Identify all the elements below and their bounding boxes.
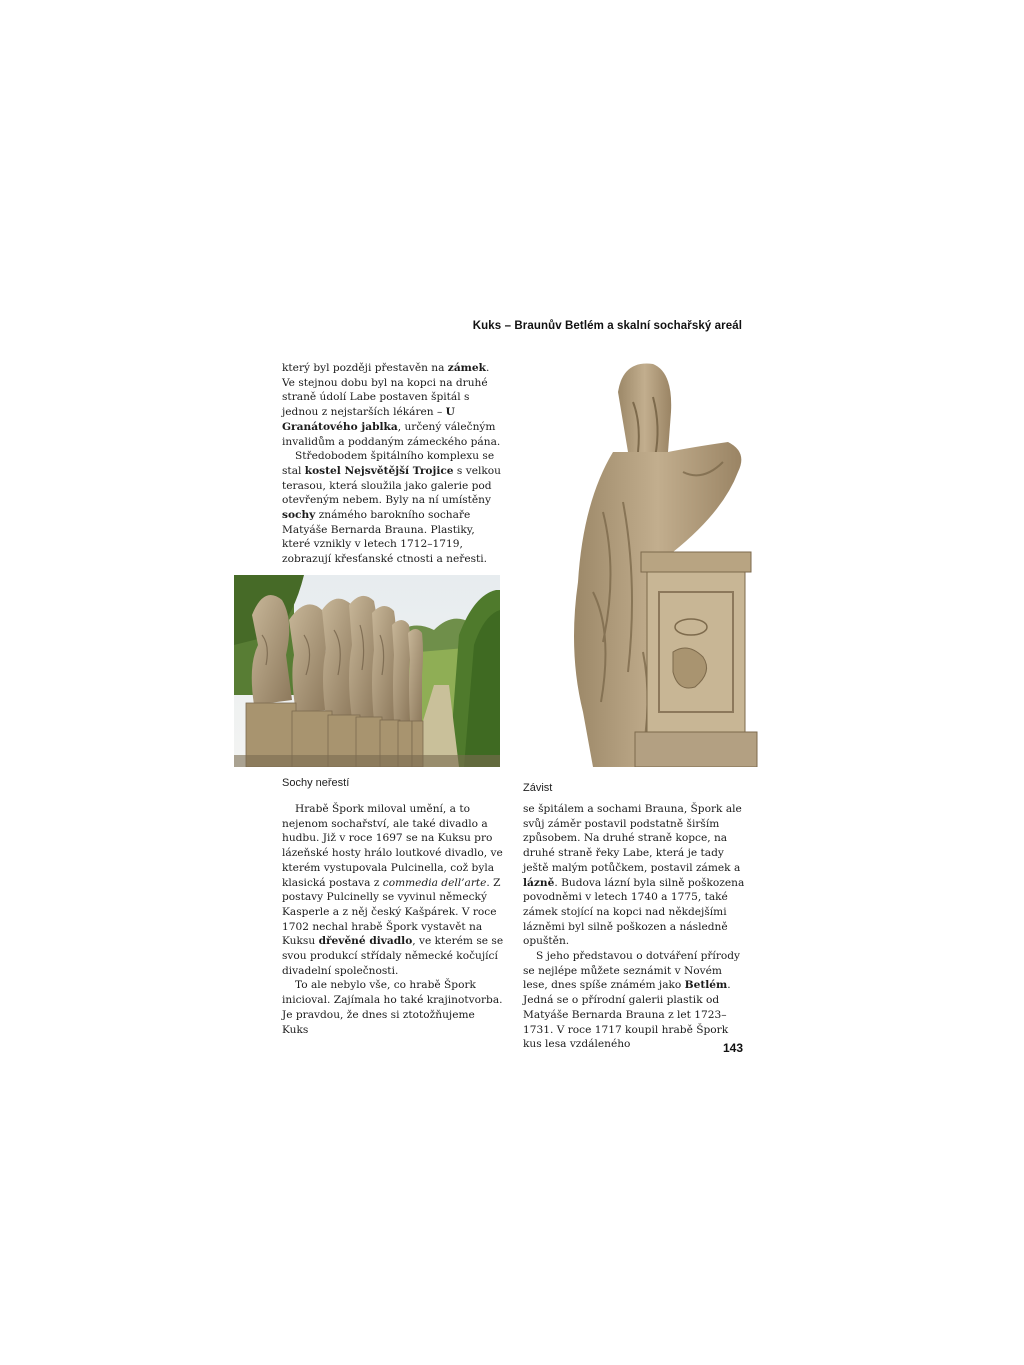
italic-term: commedia dell’arte <box>382 876 487 889</box>
statues-illustration <box>234 575 500 767</box>
caption-statues-of-vices: Sochy neřestí <box>282 777 350 789</box>
paragraph <box>282 802 504 978</box>
text-run: . Jedná se o přírodní galerii plastik od Matyáše Bernarda Brauna z let 1723–1731. V roce 1717 koupil hrabě Špork kus lesa vzdáleného <box>523 979 731 1051</box>
text-run: S jeho představou o dotváření přírody se nejlépe můžete seznámit v Novém lese, dnes spíše známém jako <box>523 950 741 992</box>
bold-term: U Granátového jablka <box>282 406 455 433</box>
text-block-top <box>282 361 504 567</box>
envy-statue-illustration <box>523 352 790 767</box>
text-run: . Ve stejnou dobu byl na kopci na druhé straně údolí Labe postaven špitál s jednou z nejstarších lékáren – <box>282 362 490 419</box>
text-run: . Budova lázní byla silně poškozena povodněmi v letech 1740 a 1775, také zámek stojící na kopci nad někdejšími lázněmi byl silně poškozen a následně opuštěn. <box>523 876 745 948</box>
paragraph <box>523 802 745 949</box>
text-run: Středobodem špitálního komplexu se stal <box>282 450 495 477</box>
text-run: známého barokního sochaře Matyáše Bernarda Brauna. Plastiky, které vznikly v letech 1712–1719, zobrazují křesťanské ctnosti a neřesti. <box>282 509 488 566</box>
running-head: Kuks – Braunův Betlém a skalní sochařský areál <box>472 320 742 332</box>
photo-statue-envy <box>523 352 790 767</box>
paragraph <box>282 449 504 567</box>
bold-term: lázně <box>523 876 555 889</box>
text-run: , ve kterém se se svou produkcí střídaly německé kočující divadelní společnosti. <box>282 935 504 977</box>
text-run: , určený válečným invalidům a poddaným zámeckého pána. <box>282 420 501 448</box>
bold-term: sochy <box>282 509 316 522</box>
paragraph <box>282 361 504 449</box>
bold-term: zámek <box>447 362 486 374</box>
text-run: s velkou terasou, která sloužila jako galerie pod otevřeným nebem. Byly na ní umístěny <box>282 464 501 507</box>
paragraph <box>523 949 745 1052</box>
text-run: . Z postavy Pulcinelly se vyvinul německý Kasperle a z něj český Kašpárek. V roce 1702 nechal hrabě Špork vystavět na Kuksu <box>282 876 501 948</box>
text-run: Hrabě Špork miloval umění, a to nejenom sochařství, ale také divadlo a hudbu. Již v roce 1697 se na Kuksu pro lázeňské hosty hrálo loutkové divadlo, ve kterém vystupovala Pulcinella, což byla klasická postava z <box>282 803 503 889</box>
bold-term: Betlém <box>684 979 728 992</box>
photo-statues-of-vices <box>234 575 500 767</box>
page-number: 143 <box>722 1041 743 1055</box>
text-block-left <box>282 802 504 1037</box>
paragraph: To ale nebylo vše, co hrabě Špork inicioval. Zajímala ho také krajinotvorba. Je pravdou, že dnes si ztotožňujeme Kuks <box>282 979 503 1036</box>
text-run: který byl později přestavěn na <box>282 362 448 374</box>
text-run: se špitálem a sochami Brauna, Špork ale svůj záměr postavil podstatně širším způsobem. Na druhé straně kopce, na druhé straně řeky Labe, která je tady ještě malým potůčkem, postavil zámek a <box>523 803 742 874</box>
caption-statue-envy: Závist <box>523 782 553 794</box>
text-block-right <box>523 802 745 1052</box>
bold-term: kostel Nejsvětější Trojice <box>304 464 454 477</box>
bold-term: dřevěné divadlo <box>318 935 413 948</box>
